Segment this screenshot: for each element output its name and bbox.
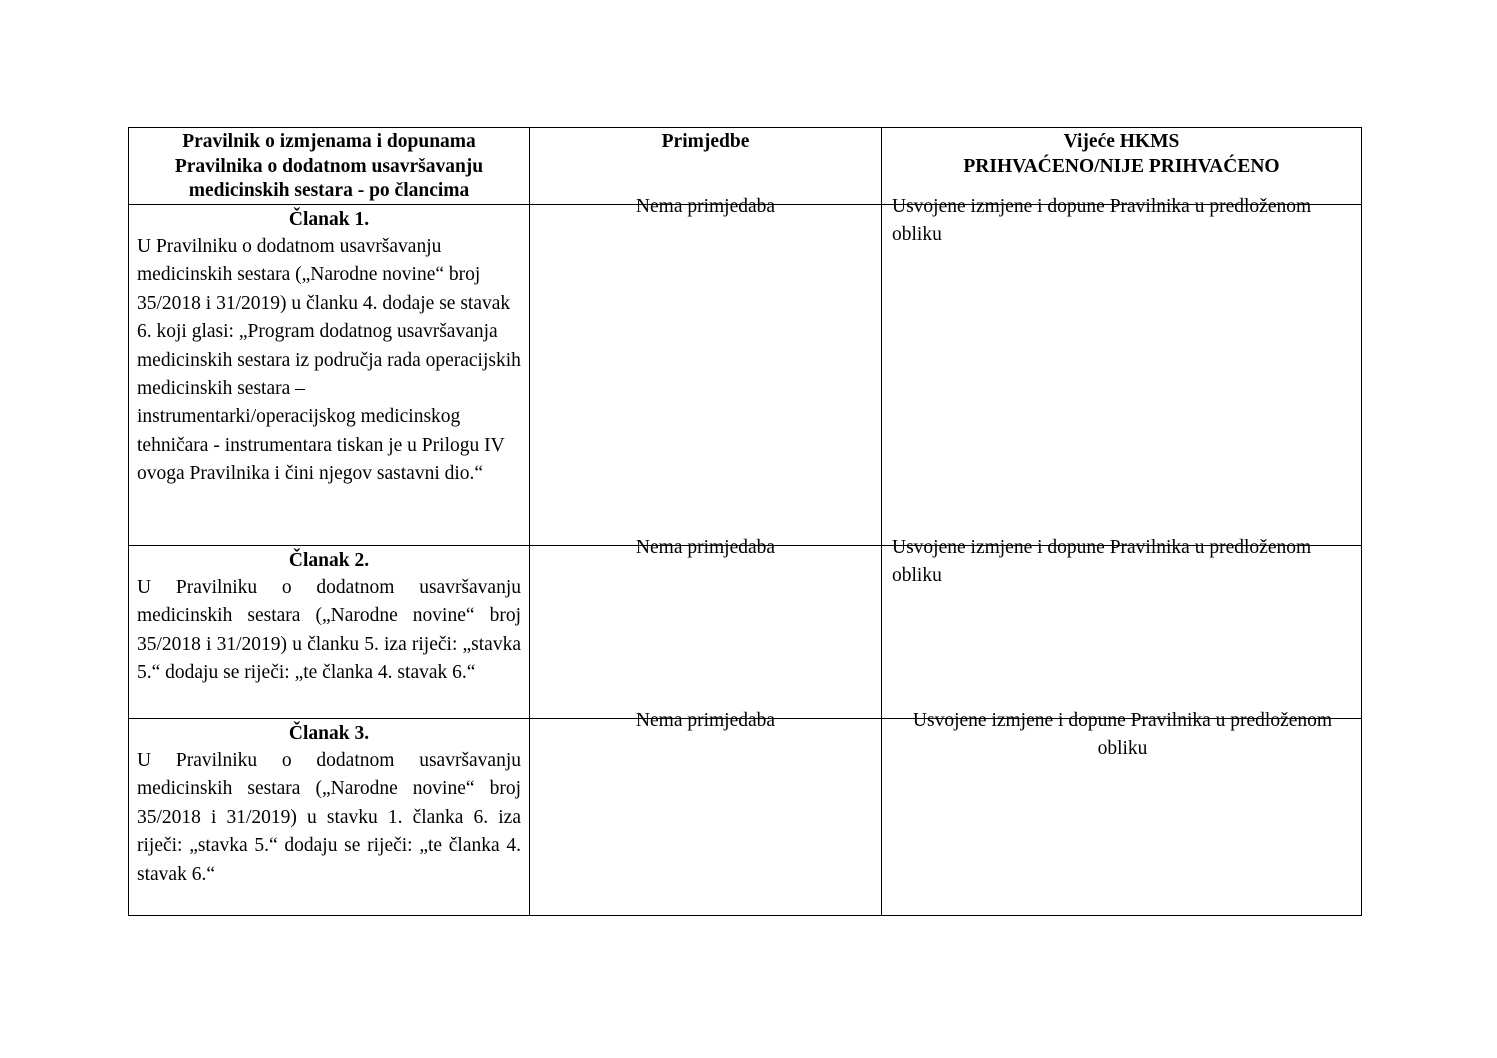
article-cell — [129, 205, 530, 546]
remarks-text: Nema primjedaba — [635, 710, 776, 731]
header-articles-line: Pravilnik o izmjenama i dopunama — [182, 131, 476, 152]
article-text: U Pravilniku o dodatnom usavršavanju medicinskih sestara („Narodne novine“ broj 35/2018 i 31/2019) u članku 5. iza riječi: „stavka 5.“ dodaju se riječi: „te članka 4. stavak 6.“ — [137, 577, 521, 684]
remarks-cell — [530, 196, 882, 546]
article-title: Članak 2. — [288, 550, 370, 571]
article-text: U Pravilniku o dodatnom usavršavanju medicinskih sestara („Narodne novine“ broj 35/2018 i 31/2019) u članku 4. dodaje se stavak 6. koji glasi: „Program dodatnog usavršavanja medicinskih sestara iz područja rada operacijskih medicinskih sestara – instrumentarki/operacijskog medicinskog tehničara - instrumentara tiskan je u Prilogu IV ovoga Pravilnika i čini njegov sastavni dio.“ — [137, 236, 521, 485]
table-row — [129, 719, 1362, 916]
remarks-text: Nema primjedaba — [635, 196, 776, 217]
table-row — [129, 205, 1362, 546]
header-articles-line: Pravilnika o dodatnom usavršavanju — [174, 155, 484, 177]
article-cell — [129, 546, 530, 719]
table-row — [129, 546, 1362, 719]
decision-cell — [882, 196, 1362, 546]
comments-table — [128, 127, 1362, 916]
article-cell — [129, 719, 530, 916]
article-text: U Pravilniku o dodatnom usavršavanju medicinskih sestara („Narodne novine“ broj 35/2018 i 31/2019) u stavku 1. članka 6. iza riječi: „stavka 5.“ dodaju se riječi: „te članka 4. stavak 6.“ — [137, 750, 521, 885]
header-council-line: Vijeće HKMS — [1063, 131, 1180, 152]
header-articles — [129, 128, 530, 205]
header-articles-line: medicinskih sestara - po člancima — [188, 180, 470, 201]
header-remarks — [530, 128, 882, 205]
header-remarks-label: Primjedbe — [661, 131, 750, 152]
article-title: Članak 1. — [288, 209, 370, 230]
remarks-cell — [530, 537, 882, 719]
decision-text: Usvojene izmjene i dopune Pravilnika u predloženom obliku — [912, 710, 1333, 760]
decision-cell — [882, 710, 1362, 916]
article-title: Članak 3. — [288, 723, 370, 744]
decision-text: Usvojene izmjene i dopune Pravilnika u predloženom obliku — [892, 196, 1312, 246]
remarks-text: Nema primjedaba — [635, 537, 776, 558]
remarks-cell — [530, 710, 882, 916]
decision-text: Usvojene izmjene i dopune Pravilnika u predloženom obliku — [892, 537, 1312, 587]
header-council-line: PRIHVAĆENO/NIJE PRIHVAĆENO — [963, 155, 1280, 177]
decision-cell — [882, 537, 1362, 719]
